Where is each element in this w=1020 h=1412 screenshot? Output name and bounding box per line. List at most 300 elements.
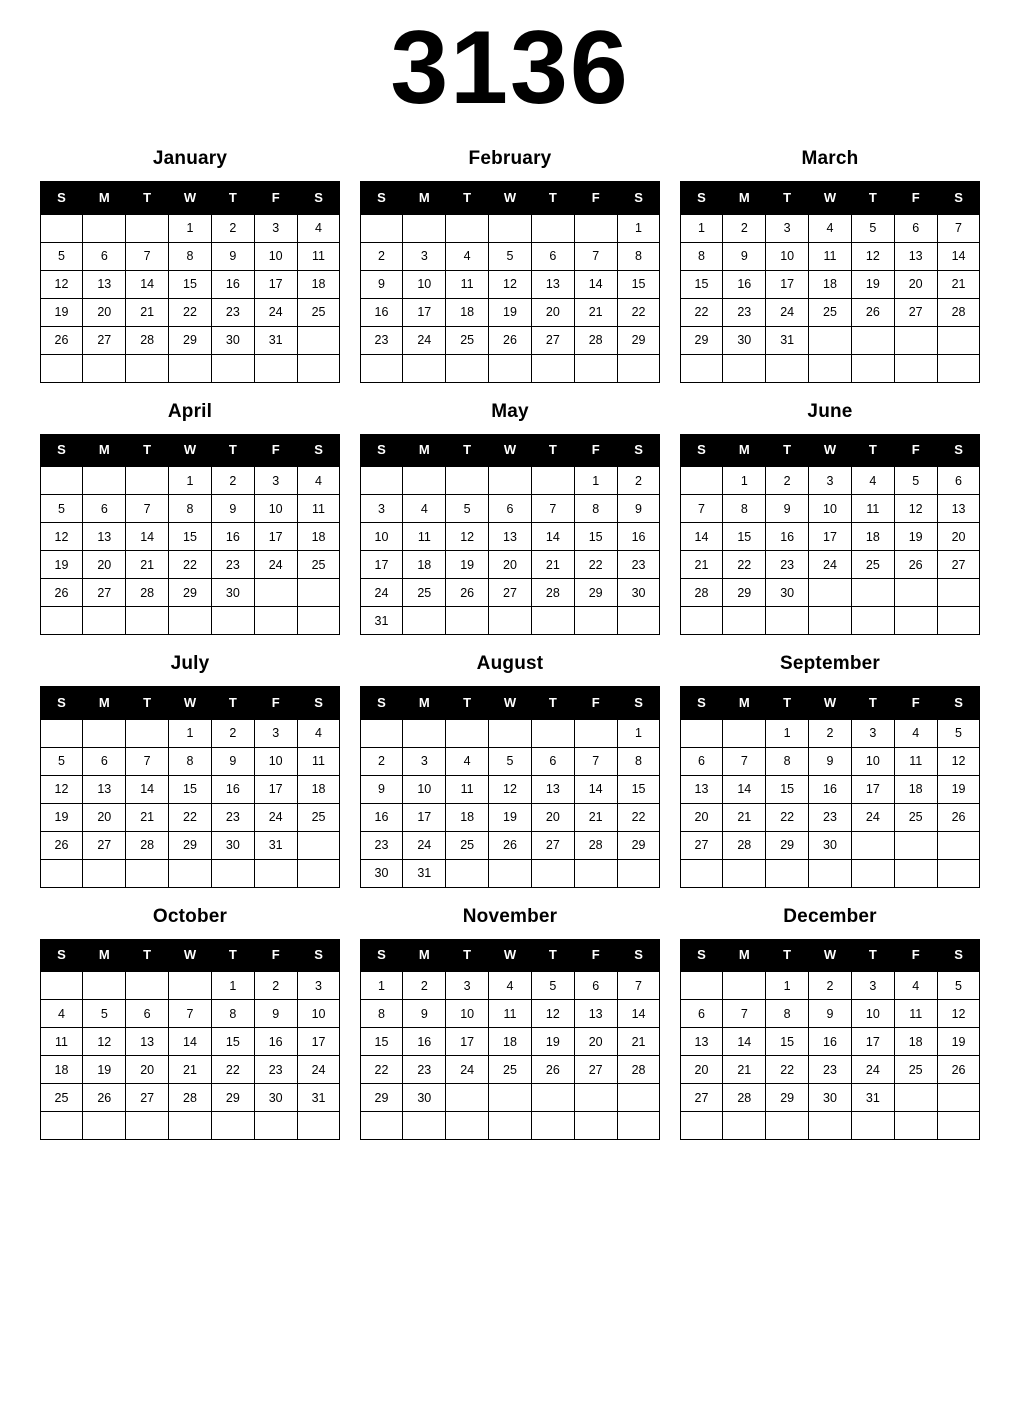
day-cell[interactable]: 11 [446, 270, 489, 298]
day-cell[interactable]: 16 [211, 775, 254, 803]
day-cell[interactable]: 6 [83, 495, 126, 523]
day-cell[interactable]: 16 [360, 298, 403, 326]
day-cell[interactable]: 14 [126, 775, 169, 803]
day-cell[interactable]: 26 [894, 551, 937, 579]
day-cell[interactable]: 4 [40, 1000, 83, 1028]
day-cell[interactable]: 25 [446, 831, 489, 859]
day-cell[interactable]: 26 [531, 1056, 574, 1084]
day-cell[interactable]: 7 [126, 495, 169, 523]
day-cell[interactable]: 19 [83, 1056, 126, 1084]
day-cell[interactable]: 25 [894, 803, 937, 831]
day-cell[interactable]: 8 [766, 1000, 809, 1028]
day-cell[interactable]: 13 [531, 270, 574, 298]
day-cell[interactable]: 1 [360, 972, 403, 1000]
day-cell[interactable]: 26 [40, 579, 83, 607]
day-cell[interactable]: 7 [531, 495, 574, 523]
day-cell[interactable]: 25 [489, 1056, 532, 1084]
day-cell[interactable]: 21 [126, 803, 169, 831]
day-cell[interactable]: 18 [446, 298, 489, 326]
day-cell[interactable]: 25 [297, 551, 340, 579]
day-cell[interactable]: 15 [169, 523, 212, 551]
day-cell[interactable]: 23 [360, 831, 403, 859]
day-cell[interactable]: 15 [617, 270, 660, 298]
day-cell[interactable]: 2 [617, 467, 660, 495]
day-cell[interactable]: 18 [809, 270, 852, 298]
day-cell[interactable]: 22 [169, 803, 212, 831]
day-cell[interactable]: 16 [809, 1028, 852, 1056]
day-cell[interactable]: 9 [360, 775, 403, 803]
day-cell[interactable]: 24 [254, 298, 297, 326]
day-cell[interactable]: 15 [617, 775, 660, 803]
day-cell[interactable]: 13 [937, 495, 980, 523]
day-cell[interactable]: 10 [254, 242, 297, 270]
day-cell[interactable]: 6 [531, 747, 574, 775]
day-cell[interactable]: 6 [937, 467, 980, 495]
day-cell[interactable]: 17 [809, 523, 852, 551]
day-cell[interactable]: 8 [723, 495, 766, 523]
day-cell[interactable]: 3 [403, 242, 446, 270]
day-cell[interactable]: 3 [297, 972, 340, 1000]
day-cell[interactable]: 23 [766, 551, 809, 579]
day-cell[interactable]: 16 [254, 1028, 297, 1056]
day-cell[interactable]: 5 [937, 719, 980, 747]
day-cell[interactable]: 25 [297, 298, 340, 326]
day-cell[interactable]: 17 [403, 803, 446, 831]
day-cell[interactable]: 26 [489, 326, 532, 354]
day-cell[interactable]: 29 [680, 326, 723, 354]
day-cell[interactable]: 19 [489, 803, 532, 831]
day-cell[interactable]: 24 [297, 1056, 340, 1084]
day-cell[interactable]: 19 [446, 551, 489, 579]
day-cell[interactable]: 23 [617, 551, 660, 579]
day-cell[interactable]: 24 [254, 551, 297, 579]
day-cell[interactable]: 19 [40, 803, 83, 831]
day-cell[interactable]: 1 [680, 214, 723, 242]
day-cell[interactable]: 11 [489, 1000, 532, 1028]
day-cell[interactable]: 2 [403, 972, 446, 1000]
day-cell[interactable]: 8 [169, 747, 212, 775]
day-cell[interactable]: 16 [723, 270, 766, 298]
day-cell[interactable]: 9 [809, 747, 852, 775]
day-cell[interactable]: 27 [83, 831, 126, 859]
day-cell[interactable]: 6 [531, 242, 574, 270]
day-cell[interactable]: 28 [126, 579, 169, 607]
day-cell[interactable]: 2 [211, 214, 254, 242]
day-cell[interactable]: 22 [766, 1056, 809, 1084]
day-cell[interactable]: 15 [574, 523, 617, 551]
day-cell[interactable]: 18 [403, 551, 446, 579]
day-cell[interactable]: 13 [574, 1000, 617, 1028]
day-cell[interactable]: 22 [169, 551, 212, 579]
day-cell[interactable]: 14 [937, 242, 980, 270]
day-cell[interactable]: 12 [489, 775, 532, 803]
day-cell[interactable]: 17 [403, 298, 446, 326]
day-cell[interactable]: 31 [851, 1084, 894, 1112]
day-cell[interactable]: 20 [894, 270, 937, 298]
day-cell[interactable]: 7 [574, 242, 617, 270]
day-cell[interactable]: 4 [297, 467, 340, 495]
day-cell[interactable]: 1 [574, 467, 617, 495]
day-cell[interactable]: 17 [297, 1028, 340, 1056]
day-cell[interactable]: 13 [680, 1028, 723, 1056]
day-cell[interactable]: 6 [574, 972, 617, 1000]
day-cell[interactable]: 30 [766, 579, 809, 607]
day-cell[interactable]: 10 [766, 242, 809, 270]
day-cell[interactable]: 19 [40, 298, 83, 326]
day-cell[interactable]: 21 [574, 803, 617, 831]
day-cell[interactable]: 28 [169, 1084, 212, 1112]
day-cell[interactable]: 7 [169, 1000, 212, 1028]
day-cell[interactable]: 25 [894, 1056, 937, 1084]
day-cell[interactable]: 6 [680, 1000, 723, 1028]
day-cell[interactable]: 30 [254, 1084, 297, 1112]
day-cell[interactable]: 10 [360, 523, 403, 551]
day-cell[interactable]: 3 [809, 467, 852, 495]
day-cell[interactable]: 14 [723, 1028, 766, 1056]
day-cell[interactable]: 8 [617, 242, 660, 270]
day-cell[interactable]: 31 [254, 831, 297, 859]
day-cell[interactable]: 22 [211, 1056, 254, 1084]
day-cell[interactable]: 19 [937, 1028, 980, 1056]
day-cell[interactable]: 18 [851, 523, 894, 551]
day-cell[interactable]: 10 [446, 1000, 489, 1028]
day-cell[interactable]: 11 [297, 747, 340, 775]
day-cell[interactable]: 2 [723, 214, 766, 242]
day-cell[interactable]: 22 [617, 298, 660, 326]
day-cell[interactable]: 28 [617, 1056, 660, 1084]
day-cell[interactable]: 18 [297, 270, 340, 298]
day-cell[interactable]: 21 [937, 270, 980, 298]
day-cell[interactable]: 7 [126, 747, 169, 775]
day-cell[interactable]: 13 [489, 523, 532, 551]
day-cell[interactable]: 25 [403, 579, 446, 607]
day-cell[interactable]: 28 [126, 831, 169, 859]
day-cell[interactable]: 15 [211, 1028, 254, 1056]
day-cell[interactable]: 19 [40, 551, 83, 579]
day-cell[interactable]: 6 [894, 214, 937, 242]
day-cell[interactable]: 31 [297, 1084, 340, 1112]
day-cell[interactable]: 5 [40, 242, 83, 270]
day-cell[interactable]: 22 [169, 298, 212, 326]
day-cell[interactable]: 4 [894, 719, 937, 747]
day-cell[interactable]: 20 [937, 523, 980, 551]
day-cell[interactable]: 29 [169, 579, 212, 607]
day-cell[interactable]: 4 [403, 495, 446, 523]
day-cell[interactable]: 12 [489, 270, 532, 298]
day-cell[interactable]: 20 [680, 1056, 723, 1084]
day-cell[interactable]: 12 [446, 523, 489, 551]
day-cell[interactable]: 26 [40, 831, 83, 859]
day-cell[interactable]: 24 [446, 1056, 489, 1084]
day-cell[interactable]: 28 [531, 579, 574, 607]
day-cell[interactable]: 19 [937, 775, 980, 803]
day-cell[interactable]: 20 [489, 551, 532, 579]
day-cell[interactable]: 27 [894, 298, 937, 326]
day-cell[interactable]: 18 [489, 1028, 532, 1056]
day-cell[interactable]: 17 [254, 270, 297, 298]
day-cell[interactable]: 9 [403, 1000, 446, 1028]
day-cell[interactable]: 4 [809, 214, 852, 242]
day-cell[interactable]: 10 [851, 747, 894, 775]
day-cell[interactable]: 22 [766, 803, 809, 831]
day-cell[interactable]: 3 [254, 719, 297, 747]
day-cell[interactable]: 1 [766, 719, 809, 747]
day-cell[interactable]: 23 [360, 326, 403, 354]
day-cell[interactable]: 3 [766, 214, 809, 242]
day-cell[interactable]: 29 [617, 326, 660, 354]
day-cell[interactable]: 5 [851, 214, 894, 242]
day-cell[interactable]: 12 [40, 775, 83, 803]
day-cell[interactable]: 25 [809, 298, 852, 326]
day-cell[interactable]: 15 [766, 775, 809, 803]
day-cell[interactable]: 18 [297, 775, 340, 803]
day-cell[interactable]: 2 [360, 747, 403, 775]
day-cell[interactable]: 18 [40, 1056, 83, 1084]
day-cell[interactable]: 6 [680, 747, 723, 775]
day-cell[interactable]: 21 [169, 1056, 212, 1084]
day-cell[interactable]: 24 [766, 298, 809, 326]
day-cell[interactable]: 1 [617, 214, 660, 242]
day-cell[interactable]: 4 [851, 467, 894, 495]
day-cell[interactable]: 4 [297, 719, 340, 747]
day-cell[interactable]: 16 [403, 1028, 446, 1056]
day-cell[interactable]: 7 [617, 972, 660, 1000]
day-cell[interactable]: 4 [446, 242, 489, 270]
day-cell[interactable]: 11 [894, 747, 937, 775]
day-cell[interactable]: 31 [766, 326, 809, 354]
day-cell[interactable]: 24 [254, 803, 297, 831]
day-cell[interactable]: 31 [254, 326, 297, 354]
day-cell[interactable]: 1 [766, 972, 809, 1000]
day-cell[interactable]: 2 [360, 242, 403, 270]
day-cell[interactable]: 24 [851, 1056, 894, 1084]
day-cell[interactable]: 2 [211, 467, 254, 495]
day-cell[interactable]: 5 [40, 747, 83, 775]
day-cell[interactable]: 16 [809, 775, 852, 803]
day-cell[interactable]: 10 [297, 1000, 340, 1028]
day-cell[interactable]: 14 [531, 523, 574, 551]
day-cell[interactable]: 17 [766, 270, 809, 298]
day-cell[interactable]: 6 [83, 242, 126, 270]
day-cell[interactable]: 29 [723, 579, 766, 607]
day-cell[interactable]: 15 [766, 1028, 809, 1056]
day-cell[interactable]: 19 [851, 270, 894, 298]
day-cell[interactable]: 19 [489, 298, 532, 326]
day-cell[interactable]: 5 [489, 242, 532, 270]
day-cell[interactable]: 27 [531, 831, 574, 859]
day-cell[interactable]: 13 [126, 1028, 169, 1056]
day-cell[interactable]: 17 [254, 523, 297, 551]
day-cell[interactable]: 23 [809, 803, 852, 831]
day-cell[interactable]: 13 [83, 523, 126, 551]
day-cell[interactable]: 2 [254, 972, 297, 1000]
day-cell[interactable]: 26 [83, 1084, 126, 1112]
day-cell[interactable]: 11 [297, 495, 340, 523]
day-cell[interactable]: 12 [851, 242, 894, 270]
day-cell[interactable]: 7 [937, 214, 980, 242]
day-cell[interactable]: 20 [83, 803, 126, 831]
day-cell[interactable]: 8 [617, 747, 660, 775]
day-cell[interactable]: 27 [83, 579, 126, 607]
day-cell[interactable]: 14 [680, 523, 723, 551]
day-cell[interactable]: 16 [211, 523, 254, 551]
day-cell[interactable]: 5 [446, 495, 489, 523]
day-cell[interactable]: 9 [211, 242, 254, 270]
day-cell[interactable]: 30 [211, 326, 254, 354]
day-cell[interactable]: 27 [937, 551, 980, 579]
day-cell[interactable]: 20 [680, 803, 723, 831]
day-cell[interactable]: 1 [169, 214, 212, 242]
day-cell[interactable]: 9 [809, 1000, 852, 1028]
day-cell[interactable]: 21 [680, 551, 723, 579]
day-cell[interactable]: 25 [40, 1084, 83, 1112]
day-cell[interactable]: 2 [809, 972, 852, 1000]
day-cell[interactable]: 15 [169, 775, 212, 803]
day-cell[interactable]: 3 [446, 972, 489, 1000]
day-cell[interactable]: 26 [851, 298, 894, 326]
day-cell[interactable]: 19 [531, 1028, 574, 1056]
day-cell[interactable]: 12 [83, 1028, 126, 1056]
day-cell[interactable]: 15 [680, 270, 723, 298]
day-cell[interactable]: 4 [894, 972, 937, 1000]
day-cell[interactable]: 30 [809, 831, 852, 859]
day-cell[interactable]: 14 [126, 270, 169, 298]
day-cell[interactable]: 24 [403, 831, 446, 859]
day-cell[interactable]: 11 [851, 495, 894, 523]
day-cell[interactable]: 12 [937, 747, 980, 775]
day-cell[interactable]: 4 [489, 972, 532, 1000]
day-cell[interactable]: 3 [851, 972, 894, 1000]
day-cell[interactable]: 3 [851, 719, 894, 747]
day-cell[interactable]: 18 [297, 523, 340, 551]
day-cell[interactable]: 21 [531, 551, 574, 579]
day-cell[interactable]: 14 [574, 270, 617, 298]
day-cell[interactable]: 29 [617, 831, 660, 859]
day-cell[interactable]: 11 [297, 242, 340, 270]
day-cell[interactable]: 2 [809, 719, 852, 747]
day-cell[interactable]: 5 [40, 495, 83, 523]
day-cell[interactable]: 14 [617, 1000, 660, 1028]
day-cell[interactable]: 18 [446, 803, 489, 831]
day-cell[interactable]: 20 [126, 1056, 169, 1084]
day-cell[interactable]: 20 [83, 298, 126, 326]
day-cell[interactable]: 29 [169, 831, 212, 859]
day-cell[interactable]: 3 [254, 467, 297, 495]
day-cell[interactable]: 14 [169, 1028, 212, 1056]
day-cell[interactable]: 12 [531, 1000, 574, 1028]
day-cell[interactable]: 29 [574, 579, 617, 607]
day-cell[interactable]: 23 [254, 1056, 297, 1084]
day-cell[interactable]: 7 [126, 242, 169, 270]
day-cell[interactable]: 1 [169, 719, 212, 747]
day-cell[interactable]: 23 [211, 803, 254, 831]
day-cell[interactable]: 24 [360, 579, 403, 607]
day-cell[interactable]: 30 [403, 1084, 446, 1112]
day-cell[interactable]: 13 [83, 775, 126, 803]
day-cell[interactable]: 17 [851, 775, 894, 803]
day-cell[interactable]: 20 [531, 803, 574, 831]
day-cell[interactable]: 21 [574, 298, 617, 326]
day-cell[interactable]: 21 [617, 1028, 660, 1056]
day-cell[interactable]: 14 [574, 775, 617, 803]
day-cell[interactable]: 30 [617, 579, 660, 607]
day-cell[interactable]: 23 [211, 298, 254, 326]
day-cell[interactable]: 29 [360, 1084, 403, 1112]
day-cell[interactable]: 22 [574, 551, 617, 579]
day-cell[interactable]: 5 [937, 972, 980, 1000]
day-cell[interactable]: 3 [403, 747, 446, 775]
day-cell[interactable]: 16 [360, 803, 403, 831]
day-cell[interactable]: 27 [126, 1084, 169, 1112]
day-cell[interactable]: 20 [531, 298, 574, 326]
day-cell[interactable]: 8 [680, 242, 723, 270]
day-cell[interactable]: 9 [766, 495, 809, 523]
day-cell[interactable]: 26 [40, 326, 83, 354]
day-cell[interactable]: 28 [574, 831, 617, 859]
day-cell[interactable]: 27 [680, 831, 723, 859]
day-cell[interactable]: 28 [723, 1084, 766, 1112]
day-cell[interactable]: 18 [894, 1028, 937, 1056]
day-cell[interactable]: 24 [809, 551, 852, 579]
day-cell[interactable]: 30 [723, 326, 766, 354]
day-cell[interactable]: 9 [360, 270, 403, 298]
day-cell[interactable]: 9 [723, 242, 766, 270]
day-cell[interactable]: 8 [169, 242, 212, 270]
day-cell[interactable]: 12 [40, 270, 83, 298]
day-cell[interactable]: 16 [617, 523, 660, 551]
day-cell[interactable]: 11 [894, 1000, 937, 1028]
day-cell[interactable]: 9 [617, 495, 660, 523]
day-cell[interactable]: 21 [126, 298, 169, 326]
day-cell[interactable]: 2 [766, 467, 809, 495]
day-cell[interactable]: 8 [766, 747, 809, 775]
day-cell[interactable]: 25 [446, 326, 489, 354]
day-cell[interactable]: 17 [254, 775, 297, 803]
day-cell[interactable]: 10 [403, 775, 446, 803]
day-cell[interactable]: 4 [297, 214, 340, 242]
day-cell[interactable]: 5 [489, 747, 532, 775]
day-cell[interactable]: 27 [83, 326, 126, 354]
day-cell[interactable]: 27 [531, 326, 574, 354]
day-cell[interactable]: 1 [211, 972, 254, 1000]
day-cell[interactable]: 6 [126, 1000, 169, 1028]
day-cell[interactable]: 8 [211, 1000, 254, 1028]
day-cell[interactable]: 29 [169, 326, 212, 354]
day-cell[interactable]: 11 [446, 775, 489, 803]
day-cell[interactable]: 9 [254, 1000, 297, 1028]
day-cell[interactable]: 21 [723, 803, 766, 831]
day-cell[interactable]: 29 [766, 831, 809, 859]
day-cell[interactable]: 30 [211, 579, 254, 607]
day-cell[interactable]: 27 [489, 579, 532, 607]
day-cell[interactable]: 14 [723, 775, 766, 803]
day-cell[interactable]: 9 [211, 495, 254, 523]
day-cell[interactable]: 22 [723, 551, 766, 579]
day-cell[interactable]: 1 [723, 467, 766, 495]
day-cell[interactable]: 27 [680, 1084, 723, 1112]
day-cell[interactable]: 10 [254, 747, 297, 775]
day-cell[interactable]: 15 [169, 270, 212, 298]
day-cell[interactable]: 28 [723, 831, 766, 859]
day-cell[interactable]: 12 [40, 523, 83, 551]
day-cell[interactable]: 8 [360, 1000, 403, 1028]
day-cell[interactable]: 1 [617, 719, 660, 747]
day-cell[interactable]: 18 [894, 775, 937, 803]
day-cell[interactable]: 13 [680, 775, 723, 803]
day-cell[interactable]: 5 [894, 467, 937, 495]
day-cell[interactable]: 13 [894, 242, 937, 270]
day-cell[interactable]: 14 [126, 523, 169, 551]
